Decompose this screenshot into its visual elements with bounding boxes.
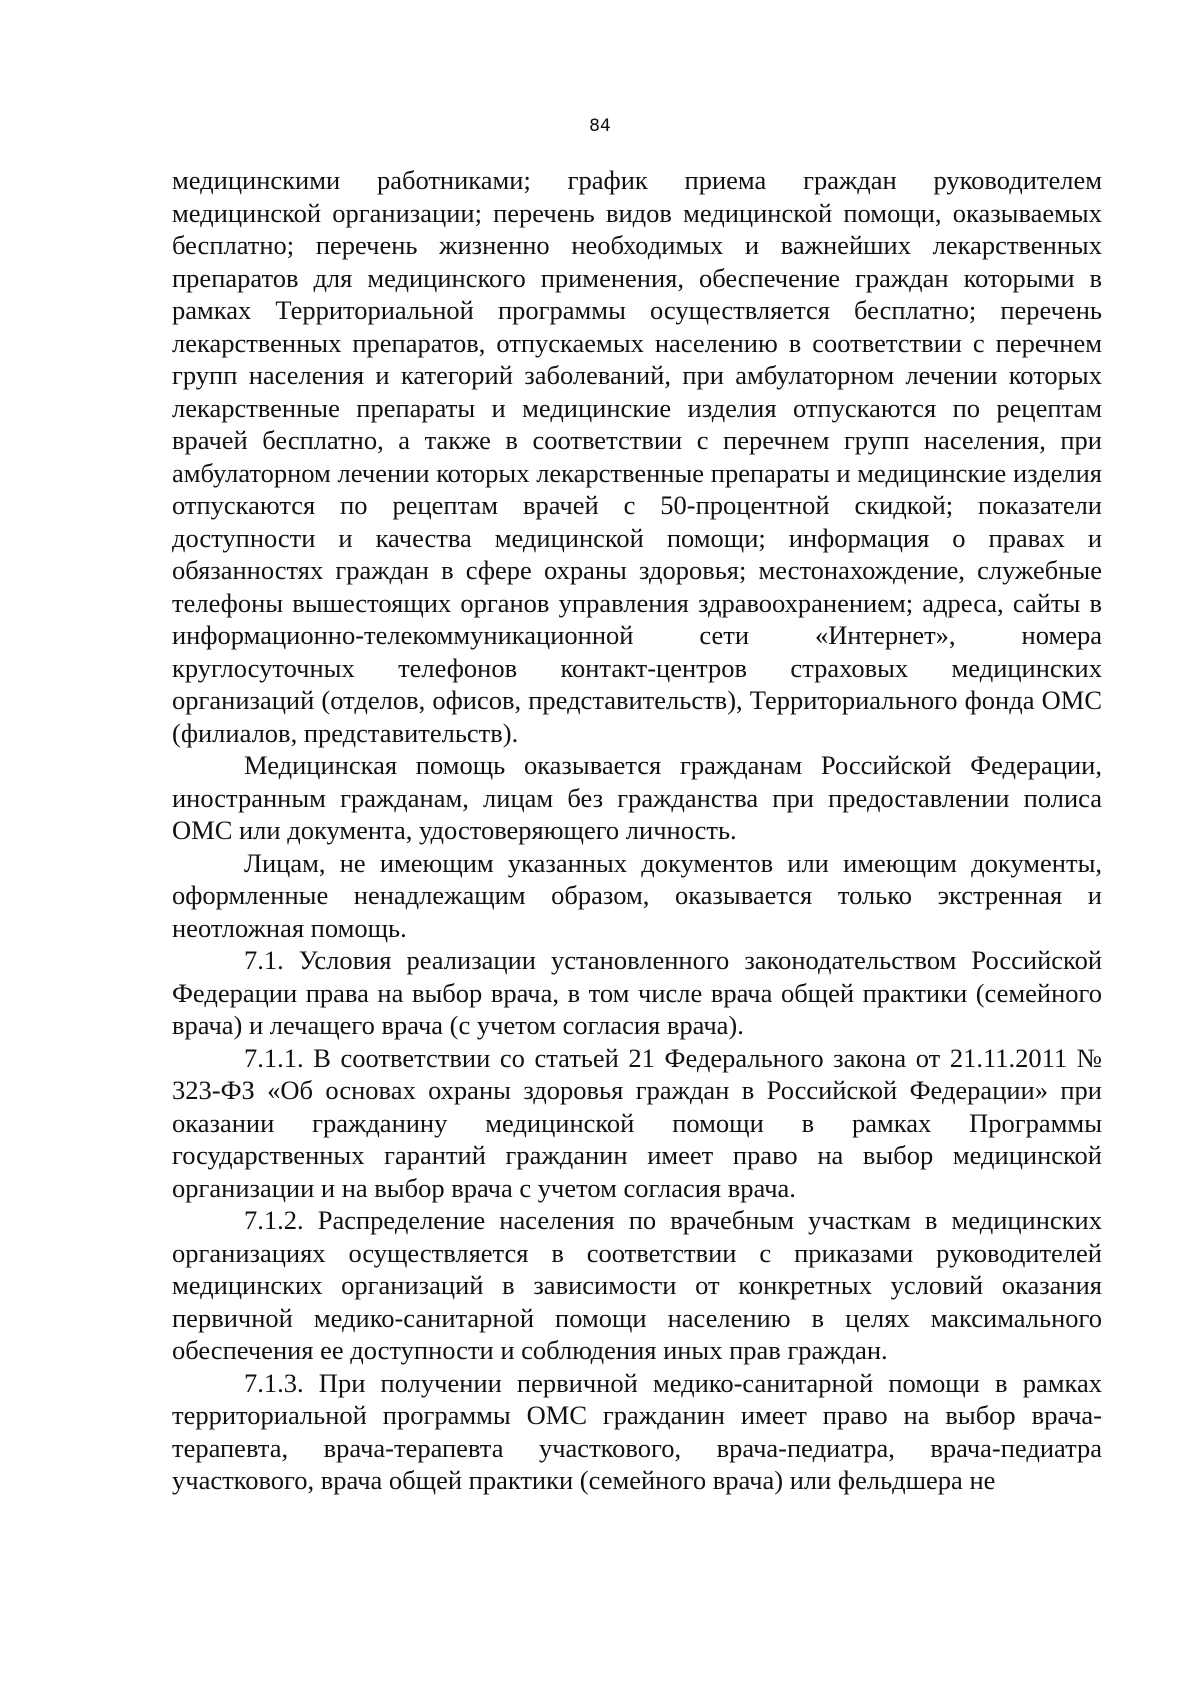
paragraph-section-7-1-2: 7.1.2. Распределение населения по врачебным участкам в медицинских организациях осуществляется в соответствии с приказами руководителей медицинских организаций в зависимости от конкретных условий оказания первичной медико-санитарной помощи населению в целях максимального обеспечения ее доступности и соблюдения иных прав граждан. bbox=[172, 1205, 1102, 1365]
paragraph-section-7-1: 7.1. Условия реализации установленного законодательством Российской Федерации права на выбор врача, в том числе врача общей практики (семейного врача) и лечащего врача (с учетом согласия врача). bbox=[172, 945, 1102, 1040]
page-number: 84 bbox=[589, 116, 611, 136]
paragraph-medical-care-citizens: Медицинская помощь оказывается гражданам Российской Федерации, иностранным гражданам, лицам без гражданства при предоставлении полиса ОМС или документа, удостоверяющего личность. bbox=[172, 750, 1102, 845]
paragraph-continuation: медицинскими работниками; график приема граждан руководителем медицинской организации; перечень видов медицинской помощи, оказываемых бесплатно; перечень жизненно необходимых и важнейших лекарственных препаратов для медицинского применения, обеспечение граждан которыми в рамках Территориальной программы осуществляется бесплатно; перечень лекарственных препаратов, отпускаемых населению в соответствии с перечнем групп населения и категорий заболеваний, при амбулаторном лечении которых лекарственные препараты и медицинские изделия отпускаются по рецептам врачей бесплатно, а также в соответствии с перечнем групп населения, при амбулаторном лечении которых лекарственные препараты и медицинские изделия отпускаются по рецептам врачей с 50-процентной скидкой; показатели доступности и качества медицинской помощи; информация о правах и обязанностях граждан в сфере охраны здоровья; местонахождение, служебные телефоны вышестоящих органов управления здравоохранением; адреса, сайты в информационно-телекоммуникационной сети «Интернет», номера круглосуточных телефонов контакт-центров страховых медицинских организаций (отделов, офисов, представительств), Территориального фонда ОМС (филиалов, представительств). bbox=[172, 165, 1102, 748]
paragraph-emergency-care: Лицам, не имеющим указанных документов или имеющим документы, оформленные ненадлежащим образом, оказывается только экстренная и неотложная помощь. bbox=[172, 847, 1102, 943]
paragraph-section-7-1-1: 7.1.1. В соответствии со статьей 21 Федерального закона от 21.11.2011 № 323-ФЗ «Об основах охраны здоровья граждан в Российской Федерации» при оказании гражданину медицинской помощи в рамках Программы государственных гарантий гражданин имеет право на выбор медицинской организации и на выбор врача с учетом согласия врача. bbox=[172, 1042, 1102, 1203]
paragraph-section-7-1-3: 7.1.3. При получении первичной медико-санитарной помощи в рамках территориальной программы ОМС гражданин имеет право на выбор врача-терапевта, врача-терапевта участкового, врача-педиатра, врача-педиатра участкового, врача общей практики (семейного врача) или фельдшера не bbox=[172, 1367, 1102, 1495]
document-body bbox=[172, 164, 1102, 1497]
